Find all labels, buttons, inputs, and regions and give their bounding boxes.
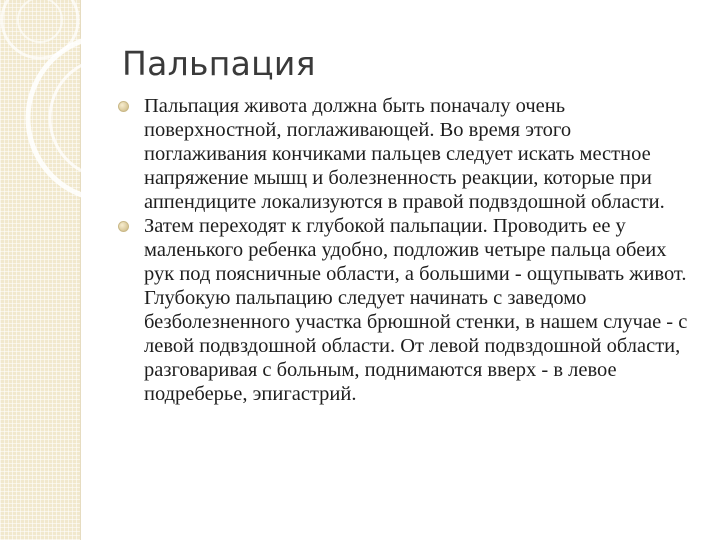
slide-title: Пальпация <box>122 44 316 83</box>
bullet-item-1 <box>118 94 698 214</box>
bullet-item-2 <box>118 214 698 406</box>
round-bullet-icon <box>118 101 129 112</box>
decor-circle-inner <box>18 0 62 42</box>
bullet-text-1: Пальпация живота должна быть поначалу очень поверхностной, поглаживающей. Во время этого поглаживания кончиками пальцев следует искать местное напряжение мышц и болезненность реакции, которые при аппендиците локализуются в правой подвздошной области. <box>144 95 665 213</box>
round-bullet-icon <box>118 221 129 232</box>
bullet-list <box>118 94 698 406</box>
bullet-text-2: Затем переходят к глубокой пальпации. Проводить ее у маленького ребенка удобно, подложив четыре пальца обеих рук под поясничные области, а большими - ощупывать живот. Глубокую пальпацию следует начинать с заведомо безболезненного участка брюшной стенки, в нашем случае - с левой подвздошной области. От левой подвздошной области, разговаривая с больным, поднимаются вверх - в левое подреберье, эпигастрий. <box>144 215 688 405</box>
